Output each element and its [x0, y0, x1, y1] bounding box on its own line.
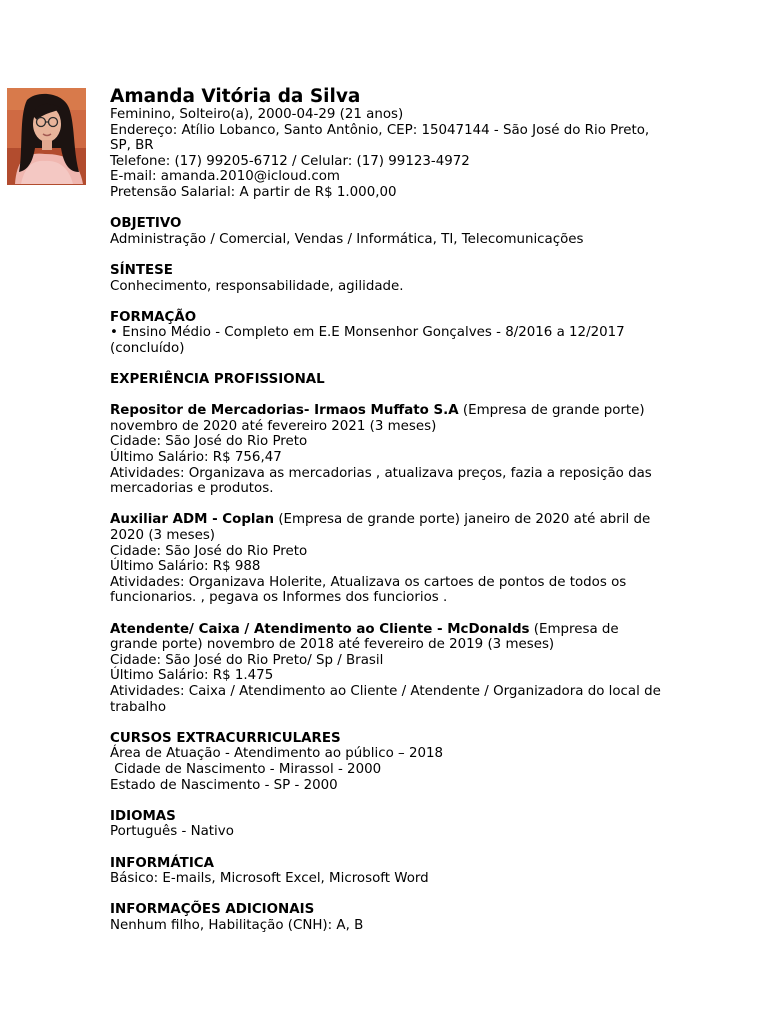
job-heading [110, 403, 670, 434]
objetivo-text: Administração / Comercial, Vendas / Informática, TI, Telecomunicações [110, 231, 584, 247]
job-activities: Atividades: Organizava Holerite, Atualizava os cartoes de pontos de todos os funcionarios. , pegava os Informes dos funciorios . [110, 574, 627, 606]
personal-info: Feminino, Solteiro(a), 2000-04-29 (21 anos) [110, 107, 404, 122]
job-entry [110, 622, 670, 716]
job-salary: Último Salário: R$ 756,47 [110, 450, 282, 466]
resume-content [110, 86, 670, 933]
job-entry [110, 403, 670, 497]
job-activities: Atividades: Organizava as mercadorias , atualizava preços, fazia a reposição das mercadorias e produtos. [110, 465, 652, 497]
job-city: Cidade: São José do Rio Preto/ Sp / Brasil [110, 652, 384, 668]
section-informatica-title: INFORMÁTICA [110, 855, 214, 871]
job-detail: (Empresa de grande porte) janeiro de 2020 até abril de 2020 (3 meses) [110, 512, 651, 544]
job-title: Repositor de Mercadorias- Irmaos Muffato S.A [110, 403, 459, 419]
informatica-text: Básico: E-mails, Microsoft Excel, Microsoft Word [110, 871, 429, 887]
candidate-name: Amanda Vitória da Silva [110, 86, 361, 107]
section-objetivo-title: OBJETIVO [110, 216, 182, 232]
sintese-text: Conhecimento, responsabilidade, agilidade. [110, 278, 404, 294]
section-sintese-title: SÍNTESE [110, 262, 173, 278]
email: E-mail: amanda.2010@icloud.com [110, 169, 340, 185]
adicionais-text: Nenhum filho, Habilitação (CNH): A, B [110, 917, 364, 933]
job-salary: Último Salário: R$ 988 [110, 559, 261, 575]
section-formacao-title: FORMAÇÃO [110, 309, 197, 325]
job-detail: (Empresa de grande porte) novembro de 2020 até fevereiro 2021 (3 meses) [110, 403, 645, 434]
section-experiencia-title: EXPERIÊNCIA PROFISSIONAL [110, 372, 325, 388]
address: Endereço: Atílio Lobanco, Santo Antônio, CEP: 15047144 - São José do Rio Preto, SP, BR [110, 122, 650, 154]
section-cursos-title: CURSOS EXTRACURRICULARES [110, 730, 341, 746]
job-title: Auxiliar ADM - Coplan [110, 512, 275, 528]
curso-item: Área de Atuação - Atendimento ao público – 2018 [110, 746, 444, 762]
phone: Telefone: (17) 99205-6712 / Celular: (17) 99123-4972 [110, 153, 470, 169]
job-city: Cidade: São José do Rio Preto [110, 543, 308, 559]
job-city: Cidade: São José do Rio Preto [110, 434, 308, 450]
job-title: Atendente/ Caixa / Atendimento ao Cliente - McDonalds [110, 621, 530, 637]
job-activities: Atividades: Caixa / Atendimento ao Cliente / Atendente / Organizadora do local de trabalho [110, 683, 661, 715]
profile-photo [7, 88, 86, 185]
salary-expectation: Pretensão Salarial: A partir de R$ 1.000,00 [110, 184, 397, 200]
job-detail: (Empresa de grande porte) novembro de 2018 até fevereiro de 2019 (3 meses) [110, 621, 619, 653]
formacao-item: • Ensino Médio - Completo em E.E Monsenhor Gonçalves - 8/2016 a 12/2017 (concluído) [110, 325, 625, 356]
curso-item: Cidade de Nascimento - Mirassol - 2000 [110, 761, 382, 777]
job-salary: Último Salário: R$ 1.475 [110, 668, 274, 684]
job-heading [110, 622, 670, 653]
job-heading [110, 512, 670, 543]
curso-item: Estado de Nascimento - SP - 2000 [110, 777, 338, 793]
idiomas-text: Português - Nativo [110, 824, 234, 840]
section-idiomas-title: IDIOMAS [110, 808, 176, 824]
section-adicionais-title: INFORMAÇÕES ADICIONAIS [110, 902, 315, 918]
job-entry [110, 512, 670, 606]
